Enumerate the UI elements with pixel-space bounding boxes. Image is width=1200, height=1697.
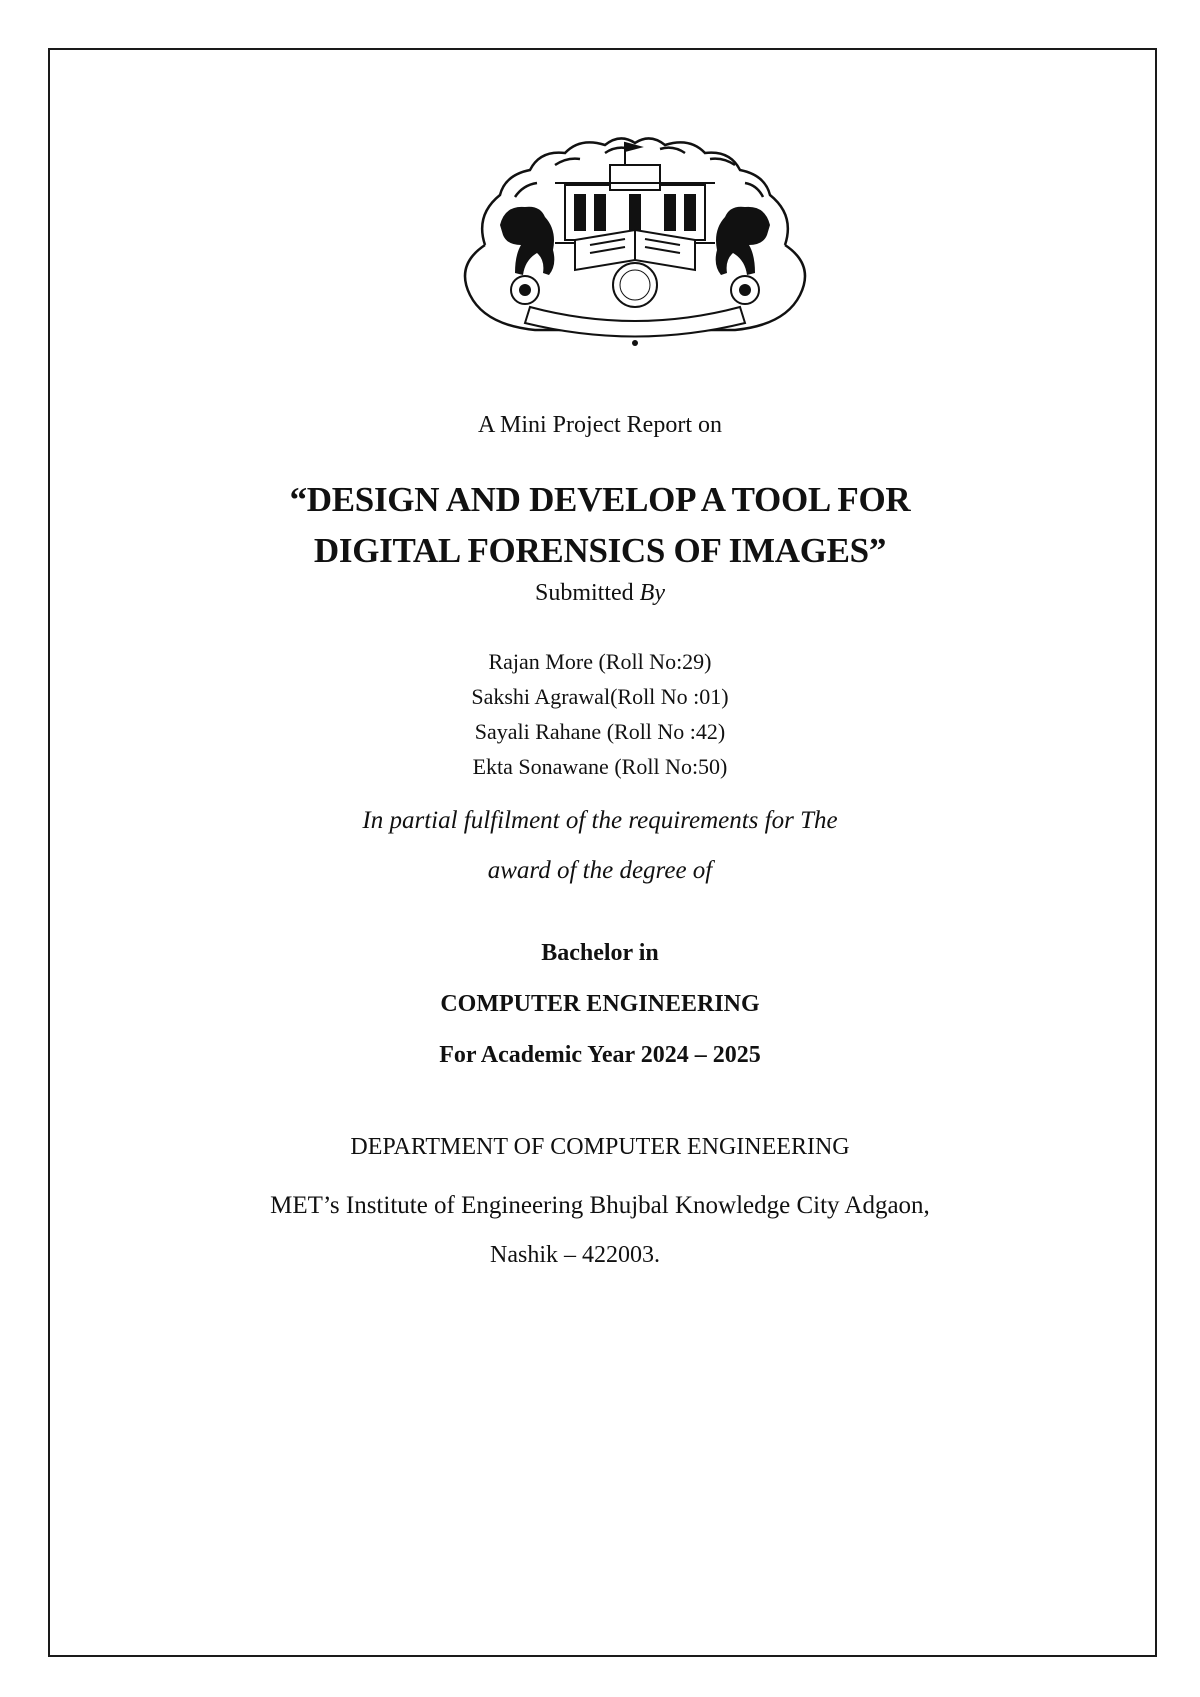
member-4: Ekta Sonawane (Roll No:50) <box>472 754 728 779</box>
institute-city: Nashik – 422003. <box>490 1242 660 1268</box>
project-title-line-1: “DESIGN AND DEVELOP A TOOL FOR <box>289 480 911 519</box>
horse-left-icon <box>500 207 554 275</box>
submitted-label: Submitted <box>535 580 634 606</box>
member-1: Rajan More (Roll No:29) <box>488 649 712 674</box>
department-name: DEPARTMENT OF COMPUTER ENGINEERING <box>350 1134 850 1160</box>
academic-year: For Academic Year 2024 – 2025 <box>439 1042 761 1068</box>
project-title-line-2: DIGITAL FORENSICS OF IMAGES” <box>313 531 887 570</box>
motto-ribbon <box>525 307 745 337</box>
horse-right-icon <box>716 207 770 275</box>
institute-name: MET’s Institute of Engineering Bhujbal Knowledge City Adgaon, <box>270 1192 930 1219</box>
fulfilment-line-2: award of the degree of <box>487 857 713 884</box>
fulfilment-line-1: In partial fulfilment of the requirements for The <box>362 807 838 834</box>
degree-branch: COMPUTER ENGINEERING <box>440 991 760 1017</box>
team-members <box>0 644 1200 784</box>
university-seal-logo <box>445 135 825 350</box>
report-intro: A Mini Project Report on <box>478 412 722 438</box>
member-3: Sayali Rahane (Roll No :42) <box>474 719 726 744</box>
by-label: By <box>639 580 665 606</box>
submitted-by <box>0 580 1200 607</box>
degree-name: Bachelor in <box>541 940 659 966</box>
member-2: Sakshi Agrawal(Roll No :01) <box>471 684 729 709</box>
